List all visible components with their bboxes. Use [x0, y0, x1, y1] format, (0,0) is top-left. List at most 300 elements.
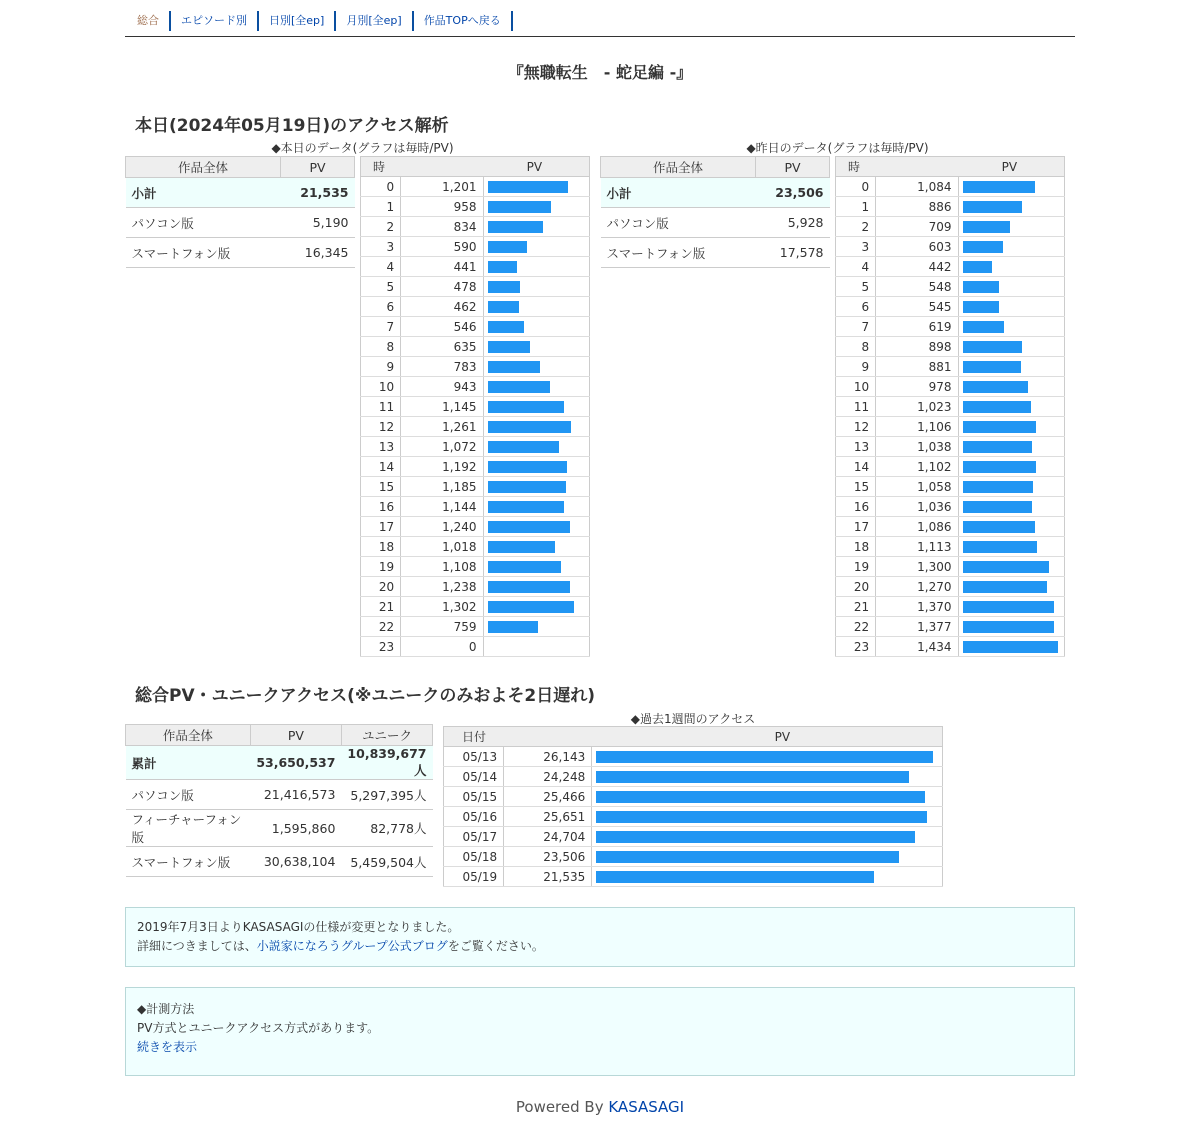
summary-row — [126, 780, 433, 810]
pv-bar — [488, 221, 543, 233]
hour-cell: 22 — [361, 617, 401, 637]
hour-row — [361, 477, 590, 497]
hour-cell: 0 — [361, 177, 401, 197]
hour-row — [836, 357, 1065, 377]
hour-cell: 12 — [361, 417, 401, 437]
hour-bar-cell — [483, 457, 589, 477]
notice-line — [137, 937, 1063, 956]
pv-bar — [596, 851, 899, 863]
pv-bar — [963, 601, 1054, 613]
hour-row — [836, 217, 1065, 237]
week-pv: 21,535 — [504, 867, 592, 887]
total-section-title: 総合PV・ユニークアクセス(※ユニークのみおよそ2日遅れ) — [135, 686, 595, 706]
hour-row — [836, 297, 1065, 317]
hour-cell: 0 — [836, 177, 876, 197]
hour-row — [836, 277, 1065, 297]
today-section-title: 本日(2024年05月19日)のアクセス解析 — [135, 116, 449, 136]
hour-cell: 9 — [836, 357, 876, 377]
col-header-work: 作品全体 — [126, 157, 281, 178]
today-summary-table — [125, 156, 355, 268]
hour-cell: 7 — [361, 317, 401, 337]
top-nav — [125, 11, 1075, 37]
hour-pv: 1,300 — [876, 557, 958, 577]
hour-pv: 1,036 — [876, 497, 958, 517]
hour-row — [361, 617, 590, 637]
week-date: 05/16 — [444, 807, 504, 827]
hour-cell: 3 — [836, 237, 876, 257]
row-pv: 23,506 — [756, 178, 830, 208]
week-bar-cell — [592, 847, 943, 867]
hour-pv: 619 — [876, 317, 958, 337]
hour-pv: 0 — [401, 637, 483, 657]
hour-pv: 590 — [401, 237, 483, 257]
hour-bar-cell — [483, 317, 589, 337]
hour-row — [361, 217, 590, 237]
spec-change-notice — [125, 907, 1075, 967]
hour-pv: 635 — [401, 337, 483, 357]
hour-pv: 1,018 — [401, 537, 483, 557]
weekly-access-table — [443, 726, 943, 887]
pv-bar — [488, 541, 555, 553]
hour-row — [361, 257, 590, 277]
pv-bar — [963, 521, 1035, 533]
row-pv: 21,535 — [281, 178, 355, 208]
hour-bar-cell — [958, 477, 1064, 497]
hour-bar-cell — [483, 417, 589, 437]
hour-cell: 18 — [836, 537, 876, 557]
hour-row — [361, 577, 590, 597]
hour-pv: 442 — [876, 257, 958, 277]
hour-bar-cell — [958, 377, 1064, 397]
hour-pv: 759 — [401, 617, 483, 637]
hour-pv: 1,113 — [876, 537, 958, 557]
hour-bar-cell — [958, 197, 1064, 217]
week-row — [444, 767, 943, 787]
pv-bar — [488, 301, 519, 313]
hour-row — [361, 357, 590, 377]
hour-bar-cell — [483, 257, 589, 277]
pv-bar — [488, 181, 568, 193]
hour-pv: 548 — [876, 277, 958, 297]
hour-cell: 5 — [361, 277, 401, 297]
hour-row — [836, 497, 1065, 517]
week-pv: 24,248 — [504, 767, 592, 787]
hour-bar-cell — [958, 277, 1064, 297]
row-pv: 5,928 — [756, 208, 830, 238]
pv-bar — [963, 421, 1036, 433]
hour-bar-cell — [958, 537, 1064, 557]
row-pv: 16,345 — [281, 238, 355, 268]
hour-cell: 17 — [361, 517, 401, 537]
hour-row — [836, 437, 1065, 457]
week-bar-cell — [592, 807, 943, 827]
hour-row — [836, 397, 1065, 417]
pv-bar — [488, 241, 527, 253]
summary-row — [126, 178, 355, 208]
hour-row — [361, 397, 590, 417]
notice-line: 2019年7月3日よりKASASAGIの仕様が変更となりました。 — [137, 920, 460, 934]
hour-row — [836, 417, 1065, 437]
kasasagi-link[interactable]: KASASAGI — [608, 1098, 685, 1116]
hour-bar-cell — [958, 317, 1064, 337]
hour-cell: 9 — [361, 357, 401, 377]
hour-pv: 1,377 — [876, 617, 958, 637]
pv-bar — [963, 381, 1028, 393]
hour-bar-cell — [958, 597, 1064, 617]
hour-cell: 14 — [361, 457, 401, 477]
hour-bar-cell — [958, 337, 1064, 357]
hour-row — [361, 277, 590, 297]
hour-cell: 21 — [836, 597, 876, 617]
nav-overview[interactable]: 総合 — [125, 11, 171, 31]
col-header-hour: 時 — [836, 157, 876, 177]
hour-row — [836, 237, 1065, 257]
week-date: 05/13 — [444, 747, 504, 767]
hour-cell: 16 — [836, 497, 876, 517]
yesterday-summary-table — [600, 156, 830, 268]
hour-cell: 7 — [836, 317, 876, 337]
hour-row — [836, 317, 1065, 337]
hour-pv: 709 — [876, 217, 958, 237]
hour-cell: 10 — [361, 377, 401, 397]
hour-pv: 462 — [401, 297, 483, 317]
pv-bar — [488, 621, 538, 633]
hour-cell: 18 — [361, 537, 401, 557]
hour-row — [361, 597, 590, 617]
col-header-pv: PV — [281, 157, 355, 178]
week-bar-cell — [592, 747, 943, 767]
week-row — [444, 787, 943, 807]
pv-bar — [963, 361, 1021, 373]
col-header-pv: PV — [504, 727, 943, 747]
week-date: 05/19 — [444, 867, 504, 887]
hour-bar-cell — [958, 217, 1064, 237]
week-bar-cell — [592, 827, 943, 847]
hour-cell: 1 — [361, 197, 401, 217]
pv-bar — [488, 441, 559, 453]
week-bar-cell — [592, 787, 943, 807]
measurement-notice — [125, 987, 1075, 1076]
hour-row — [836, 197, 1065, 217]
hour-cell: 17 — [836, 517, 876, 537]
hour-cell: 8 — [836, 337, 876, 357]
week-row — [444, 827, 943, 847]
hour-pv: 1,106 — [876, 417, 958, 437]
pv-bar — [488, 401, 564, 413]
hour-bar-cell — [483, 217, 589, 237]
pv-bar — [963, 401, 1031, 413]
hour-cell: 15 — [836, 477, 876, 497]
hour-bar-cell — [958, 577, 1064, 597]
col-header-pv: PV — [250, 725, 341, 746]
hour-pv: 546 — [401, 317, 483, 337]
col-header-work: 作品全体 — [601, 157, 756, 178]
hour-pv: 1,144 — [401, 497, 483, 517]
row-label: 小計 — [126, 178, 281, 208]
pv-bar — [488, 581, 570, 593]
hour-cell: 12 — [836, 417, 876, 437]
hour-cell: 3 — [361, 237, 401, 257]
pv-bar — [963, 441, 1032, 453]
hour-pv: 1,238 — [401, 577, 483, 597]
col-header-date: 日付 — [444, 727, 504, 747]
hour-bar-cell — [483, 237, 589, 257]
hour-cell: 5 — [836, 277, 876, 297]
row-unique: 5,297,395人 — [341, 780, 432, 810]
hour-bar-cell — [958, 357, 1064, 377]
hour-row — [836, 517, 1065, 537]
pv-bar — [488, 461, 567, 473]
notice-text: をご覧ください。 — [447, 939, 544, 953]
hour-pv: 1,084 — [876, 177, 958, 197]
nav-episode[interactable]: エピソード別 — [171, 11, 259, 31]
today-hourly-table — [360, 156, 590, 657]
hour-bar-cell — [483, 497, 589, 517]
hour-bar-cell — [958, 457, 1064, 477]
measurement-heading: ◆計測方法 — [137, 1002, 195, 1016]
hour-bar-cell — [483, 517, 589, 537]
hour-cell: 20 — [836, 577, 876, 597]
hour-pv: 834 — [401, 217, 483, 237]
pv-bar — [963, 341, 1022, 353]
hour-pv: 886 — [876, 197, 958, 217]
hour-pv: 1,201 — [401, 177, 483, 197]
official-blog-link[interactable]: 小説家になろうグループ公式ブログ — [256, 939, 448, 953]
hour-pv: 441 — [401, 257, 483, 277]
hour-pv: 958 — [401, 197, 483, 217]
hour-row — [361, 377, 590, 397]
hour-bar-cell — [483, 537, 589, 557]
hour-bar-cell — [483, 337, 589, 357]
pv-bar — [596, 811, 927, 823]
pv-bar — [963, 481, 1033, 493]
hour-bar-cell — [958, 437, 1064, 457]
pv-bar — [963, 541, 1037, 553]
summary-row — [126, 208, 355, 238]
week-row — [444, 867, 943, 887]
hour-cell: 20 — [361, 577, 401, 597]
week-pv: 24,704 — [504, 827, 592, 847]
hour-cell: 11 — [836, 397, 876, 417]
summary-row — [126, 238, 355, 268]
hour-row — [361, 317, 590, 337]
hour-cell: 23 — [361, 637, 401, 657]
summary-row — [126, 810, 433, 847]
hour-cell: 10 — [836, 377, 876, 397]
hour-row — [361, 557, 590, 577]
hour-pv: 1,302 — [401, 597, 483, 617]
hour-pv: 1,038 — [876, 437, 958, 457]
hour-bar-cell — [958, 237, 1064, 257]
hour-bar-cell — [958, 617, 1064, 637]
hour-cell: 13 — [361, 437, 401, 457]
pv-bar — [488, 561, 561, 573]
yesterday-hourly-table — [835, 156, 1065, 657]
pv-bar — [963, 301, 999, 313]
row-unique: 5,459,504人 — [341, 847, 432, 877]
hour-cell: 15 — [361, 477, 401, 497]
hour-cell: 14 — [836, 457, 876, 477]
hour-pv: 1,086 — [876, 517, 958, 537]
summary-row — [601, 238, 830, 268]
hour-pv: 1,108 — [401, 557, 483, 577]
hour-cell: 6 — [361, 297, 401, 317]
hour-pv: 1,270 — [876, 577, 958, 597]
hour-bar-cell — [483, 297, 589, 317]
nav-monthly[interactable]: 月別[全ep] — [336, 11, 413, 31]
hour-cell: 4 — [836, 257, 876, 277]
pv-bar — [963, 581, 1047, 593]
hour-cell: 19 — [361, 557, 401, 577]
row-label: パソコン版 — [601, 208, 756, 238]
pv-bar — [488, 281, 520, 293]
hour-cell: 1 — [836, 197, 876, 217]
hour-row — [836, 457, 1065, 477]
row-pv: 53,650,537 — [250, 746, 341, 780]
hour-pv: 478 — [401, 277, 483, 297]
hour-pv: 1,370 — [876, 597, 958, 617]
week-date: 05/18 — [444, 847, 504, 867]
col-header-pv: PV — [401, 157, 590, 177]
pv-bar — [488, 321, 524, 333]
hour-row — [361, 237, 590, 257]
hour-bar-cell — [483, 437, 589, 457]
row-pv: 5,190 — [281, 208, 355, 238]
hour-row — [361, 337, 590, 357]
hour-bar-cell — [483, 617, 589, 637]
pv-bar — [488, 201, 551, 213]
hour-cell: 2 — [361, 217, 401, 237]
total-summary-table — [125, 724, 433, 877]
hour-cell: 21 — [361, 597, 401, 617]
hour-bar-cell — [958, 517, 1064, 537]
hour-bar-cell — [483, 477, 589, 497]
hour-bar-cell — [958, 557, 1064, 577]
hour-row — [836, 377, 1065, 397]
pv-bar — [596, 831, 915, 843]
hour-row — [836, 177, 1065, 197]
hour-cell: 19 — [836, 557, 876, 577]
hour-pv: 943 — [401, 377, 483, 397]
show-more-link[interactable]: 続きを表示 — [137, 1040, 198, 1054]
hour-pv: 1,145 — [401, 397, 483, 417]
pv-bar — [963, 221, 1010, 233]
pv-bar — [488, 381, 550, 393]
pv-bar — [488, 521, 570, 533]
pv-bar — [596, 771, 909, 783]
work-title: 『無職転生 - 蛇足編 -』 — [507, 63, 693, 82]
pv-bar — [963, 321, 1004, 333]
pv-bar — [596, 751, 933, 763]
col-header-hour: 時 — [361, 157, 401, 177]
hour-row — [836, 537, 1065, 557]
summary-row — [601, 178, 830, 208]
hour-bar-cell — [958, 417, 1064, 437]
week-pv: 25,466 — [504, 787, 592, 807]
hour-bar-cell — [483, 397, 589, 417]
week-caption: ◆過去1週間のアクセス — [630, 712, 756, 726]
footer-text: Powered By — [515, 1098, 609, 1116]
week-date: 05/17 — [444, 827, 504, 847]
col-header-pv: PV — [876, 157, 1065, 177]
hour-cell: 13 — [836, 437, 876, 457]
nav-work-top[interactable]: 作品TOPへ戻る — [414, 11, 513, 31]
row-label: パソコン版 — [126, 780, 251, 810]
week-date: 05/15 — [444, 787, 504, 807]
row-label: スマートフォン版 — [601, 238, 756, 268]
hour-cell: 22 — [836, 617, 876, 637]
row-label: スマートフォン版 — [126, 847, 251, 877]
hour-bar-cell — [958, 257, 1064, 277]
pv-bar — [488, 341, 530, 353]
row-label: パソコン版 — [126, 208, 281, 238]
hour-bar-cell — [483, 357, 589, 377]
pv-bar — [596, 871, 874, 883]
pv-bar — [963, 261, 992, 273]
pv-bar — [488, 601, 574, 613]
row-unique: 10,839,677人 — [341, 746, 432, 780]
hour-bar-cell — [483, 557, 589, 577]
hour-bar-cell — [958, 637, 1064, 657]
hour-pv: 1,023 — [876, 397, 958, 417]
pv-bar — [596, 791, 925, 803]
hour-cell: 2 — [836, 217, 876, 237]
hour-cell: 11 — [361, 397, 401, 417]
hour-pv: 1,261 — [401, 417, 483, 437]
pv-bar — [488, 501, 564, 513]
summary-row — [126, 746, 433, 780]
nav-daily[interactable]: 日別[全ep] — [259, 11, 336, 31]
hour-bar-cell — [483, 197, 589, 217]
hour-pv: 1,192 — [401, 457, 483, 477]
hour-row — [836, 477, 1065, 497]
week-date: 05/14 — [444, 767, 504, 787]
hour-pv: 1,072 — [401, 437, 483, 457]
hour-row — [836, 637, 1065, 657]
hour-pv: 603 — [876, 237, 958, 257]
hour-bar-cell — [958, 397, 1064, 417]
pv-bar — [963, 181, 1035, 193]
hour-bar-cell — [483, 177, 589, 197]
hour-pv: 881 — [876, 357, 958, 377]
row-pv: 30,638,104 — [250, 847, 341, 877]
notice-text: 詳細につきましては、 — [137, 939, 257, 953]
summary-row — [126, 847, 433, 877]
row-label: 累計 — [126, 746, 251, 780]
pv-bar — [963, 561, 1049, 573]
hour-pv: 898 — [876, 337, 958, 357]
week-pv: 26,143 — [504, 747, 592, 767]
hour-pv: 1,240 — [401, 517, 483, 537]
hour-row — [361, 457, 590, 477]
hour-bar-cell — [958, 297, 1064, 317]
hour-row — [361, 537, 590, 557]
pv-bar — [963, 201, 1022, 213]
week-row — [444, 807, 943, 827]
hour-pv: 1,185 — [401, 477, 483, 497]
week-bar-cell — [592, 767, 943, 787]
hour-bar-cell — [958, 497, 1064, 517]
hour-pv: 783 — [401, 357, 483, 377]
hour-row — [361, 437, 590, 457]
pv-bar — [963, 241, 1003, 253]
row-unique: 82,778人 — [341, 810, 432, 847]
col-header-work: 作品全体 — [126, 725, 251, 746]
pv-bar — [488, 481, 566, 493]
hour-bar-cell — [483, 597, 589, 617]
hour-row — [361, 517, 590, 537]
hour-pv: 1,434 — [876, 637, 958, 657]
